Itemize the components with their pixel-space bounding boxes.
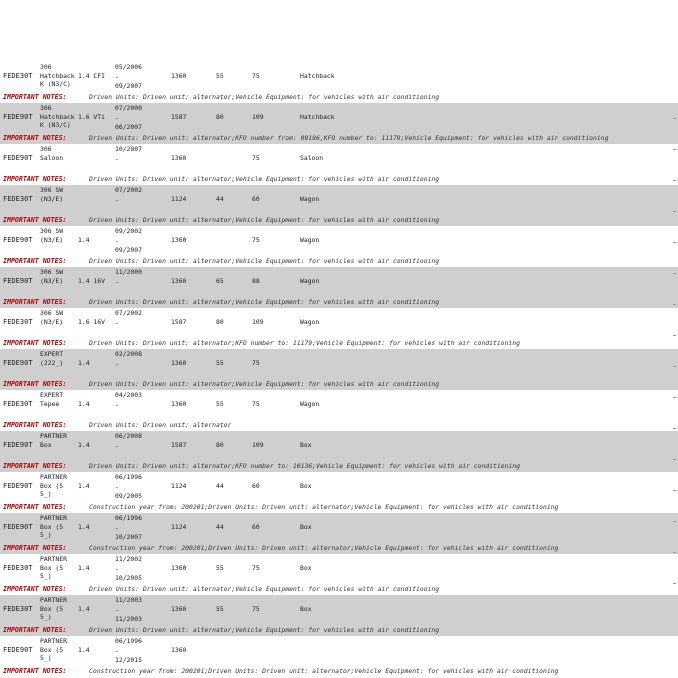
- note-text: Driven Units: Driven unit: alternator;Vehicle Equipment: for vehicles with air conditioning: [89, 93, 440, 101]
- important-notes-label: IMPORTANT NOTES:: [3, 421, 67, 429]
- displacement-cell: 1360: [171, 236, 187, 244]
- engine-code-cell: FEDE90T: [3, 236, 33, 244]
- production-date-cell: 06/1996 - 12/2015: [115, 637, 142, 664]
- note-text: Driven Units: Driven unit: alternator;Vehicle Equipment: for vehicles with air conditioning: [89, 175, 440, 183]
- important-notes-label: IMPORTANT NOTES:: [3, 544, 67, 552]
- kw-cell: 44: [216, 523, 224, 531]
- engine-size-cell: 1.6 VTi: [78, 113, 105, 121]
- margin-ticks: [672, 118, 676, 618]
- kw-cell: 65: [216, 277, 224, 285]
- engine-size-cell: 1.4: [78, 605, 90, 613]
- engine-size-cell: 1.4: [78, 646, 90, 654]
- body-type-cell: Wagon: [300, 236, 320, 244]
- displacement-cell: 1360: [171, 646, 187, 654]
- kw-cell: 44: [216, 195, 224, 203]
- engine-code-cell: FEDE30T: [3, 318, 33, 326]
- body-type-cell: Wagon: [300, 277, 320, 285]
- note-text: Construction year from: 200201;Driven Units: Driven unit: alternator;Vehicle Equipment: for vehicles with air conditioning: [89, 503, 559, 511]
- table-row: [0, 636, 678, 666]
- margin-tick: [673, 335, 676, 336]
- displacement-cell: 1360: [171, 400, 187, 408]
- hp-cell: 109: [252, 318, 264, 326]
- kw-cell: 55: [216, 359, 224, 367]
- note-text: Driven Units: Driven unit: alternator;Vehicle Equipment: for vehicles with air conditioning: [89, 298, 440, 306]
- engine-code-cell: FEDE30T: [3, 72, 33, 80]
- table-row: [0, 431, 678, 461]
- displacement-cell: 1360: [171, 72, 187, 80]
- body-type-cell: Hatchback: [300, 113, 335, 121]
- note-row: [0, 420, 678, 431]
- table-row: [0, 144, 678, 174]
- production-date-cell: 11/2002 - 10/2005: [115, 555, 142, 582]
- displacement-cell: 1360: [171, 359, 187, 367]
- margin-tick: [673, 490, 676, 491]
- displacement-cell: 1587: [171, 318, 187, 326]
- production-date-cell: 07/2002 -: [115, 186, 142, 204]
- margin-tick: [673, 149, 676, 150]
- production-date-cell: 04/2003 -: [115, 391, 142, 409]
- important-notes-label: IMPORTANT NOTES:: [3, 585, 67, 593]
- displacement-cell: 1360: [171, 564, 187, 572]
- margin-tick: [673, 428, 676, 429]
- engine-code-cell: FEDE30T: [3, 564, 33, 572]
- important-notes-label: IMPORTANT NOTES:: [3, 134, 67, 142]
- kw-cell: 80: [216, 113, 224, 121]
- important-notes-label: IMPORTANT NOTES:: [3, 175, 67, 183]
- hp-cell: 75: [252, 359, 260, 367]
- note-row: [0, 625, 678, 636]
- body-type-cell: Box: [300, 605, 312, 613]
- engine-code-cell: FEDE90T: [3, 441, 33, 449]
- displacement-cell: 1124: [171, 523, 187, 531]
- important-notes-label: IMPORTANT NOTES:: [3, 380, 67, 388]
- note-text: Driven Units: Driven unit: alternator;Vehicle Equipment: for vehicles with air conditioning: [89, 257, 440, 265]
- note-row: [0, 584, 678, 595]
- hp-cell: 109: [252, 441, 264, 449]
- engine-code-cell: FEDE30T: [3, 195, 33, 203]
- hp-cell: 75: [252, 154, 260, 162]
- production-date-cell: 11/2003 - 11/2003: [115, 596, 142, 623]
- hp-cell: 109: [252, 113, 264, 121]
- margin-tick: [673, 273, 676, 274]
- displacement-cell: 1587: [171, 113, 187, 121]
- note-row: [0, 379, 678, 390]
- engine-size-cell: 1.4 CFI: [78, 72, 105, 80]
- engine-code-cell: FEDE90T: [3, 359, 33, 367]
- engine-code-cell: FEDE90T: [3, 523, 33, 531]
- model-cell: PARTNER Box (5 5_): [40, 555, 67, 580]
- model-cell: 306 Hatchback K (N3/C): [40, 104, 75, 129]
- note-text: Driven Units: Driven unit: alternator;KFO number to: 10136;Vehicle Equipment: for vehicles with air conditioning: [89, 462, 520, 470]
- kw-cell: 55: [216, 564, 224, 572]
- production-date-cell: 11/2000 -: [115, 268, 142, 286]
- important-notes-label: IMPORTANT NOTES:: [3, 93, 67, 101]
- engine-size-cell: 1.4: [78, 441, 90, 449]
- important-notes-label: IMPORTANT NOTES:: [3, 626, 67, 634]
- table-row: [0, 103, 678, 133]
- note-row: [0, 543, 678, 554]
- kw-cell: 55: [216, 605, 224, 613]
- kw-cell: 80: [216, 318, 224, 326]
- table-row: [0, 390, 678, 420]
- note-row: [0, 174, 678, 185]
- engine-size-cell: 1.4: [78, 523, 90, 531]
- margin-tick: [673, 304, 676, 305]
- model-cell: 306 Hatchback K (N3/C): [40, 63, 75, 88]
- note-row: [0, 215, 678, 226]
- production-date-cell: 07/2000 - 06/2007: [115, 104, 142, 131]
- body-type-cell: Wagon: [300, 318, 320, 326]
- model-cell: PARTNER Box (5 5_): [40, 596, 67, 621]
- table-row: [0, 595, 678, 625]
- table-row: [0, 349, 678, 379]
- note-text: Driven Units: Driven unit: alternator: [89, 421, 232, 429]
- engine-size-cell: 1.4 16V: [78, 277, 105, 285]
- hp-cell: 75: [252, 605, 260, 613]
- important-notes-label: IMPORTANT NOTES:: [3, 462, 67, 470]
- production-date-cell: 02/2008 -: [115, 350, 142, 368]
- engine-size-cell: 1.4: [78, 400, 90, 408]
- model-cell: 306 SW (N3/E): [40, 186, 64, 203]
- margin-tick: [673, 242, 676, 243]
- hp-cell: 60: [252, 523, 260, 531]
- engine-code-cell: FEDE90T: [3, 646, 33, 654]
- margin-tick: [673, 459, 676, 460]
- engine-size-cell: 1.4: [78, 236, 90, 244]
- kw-cell: 44: [216, 482, 224, 490]
- model-cell: EXPERT (222_): [40, 350, 64, 367]
- engine-code-cell: FEDE90T: [3, 277, 33, 285]
- production-date-cell: 05/2006 - 09/2007: [115, 63, 142, 90]
- note-text: Driven Units: Driven unit: alternator;Vehicle Equipment: for vehicles with air conditioning: [89, 380, 440, 388]
- table-row: [0, 267, 678, 297]
- displacement-cell: 1124: [171, 195, 187, 203]
- margin-tick: [673, 118, 676, 119]
- important-notes-label: IMPORTANT NOTES:: [3, 216, 67, 224]
- engine-code-cell: FEDE30T: [3, 605, 33, 613]
- hp-cell: 75: [252, 400, 260, 408]
- production-date-cell: 09/2002 - 09/2007: [115, 227, 142, 254]
- model-cell: PARTNER Box: [40, 432, 67, 449]
- note-row: [0, 256, 678, 267]
- note-row: [0, 338, 678, 349]
- model-cell: 306 SW (N3/E): [40, 227, 64, 244]
- hp-cell: 88: [252, 277, 260, 285]
- production-date-cell: 10/2007 -: [115, 145, 142, 163]
- note-row: [0, 666, 678, 677]
- note-row: [0, 461, 678, 472]
- important-notes-label: IMPORTANT NOTES:: [3, 667, 67, 675]
- model-cell: PARTNER Box (5 5_): [40, 637, 67, 662]
- displacement-cell: 1360: [171, 277, 187, 285]
- kw-cell: 80: [216, 441, 224, 449]
- margin-tick: [673, 552, 676, 553]
- margin-tick: [673, 521, 676, 522]
- note-text: Driven Units: Driven unit: alternator;KFO number to: 11179;Vehicle Equipment: for vehicles with air conditioning: [89, 339, 520, 347]
- body-type-cell: Box: [300, 523, 312, 531]
- margin-tick: [673, 366, 676, 367]
- margin-tick: [673, 211, 676, 212]
- important-notes-label: IMPORTANT NOTES:: [3, 503, 67, 511]
- note-row: [0, 133, 678, 144]
- body-type-cell: Box: [300, 441, 312, 449]
- margin-tick: [673, 397, 676, 398]
- margin-tick: [673, 583, 676, 584]
- note-text: Driven Units: Driven unit: alternator;Vehicle Equipment: for vehicles with air conditioning: [89, 216, 440, 224]
- table-row: [0, 308, 678, 338]
- table-row: [0, 226, 678, 256]
- important-notes-label: IMPORTANT NOTES:: [3, 257, 67, 265]
- note-text: Driven Units: Driven unit: alternator;Vehicle Equipment: for vehicles with air conditioning: [89, 626, 440, 634]
- engine-size-cell: 1.4: [78, 564, 90, 572]
- production-date-cell: 06/1996 - 09/2005: [115, 473, 142, 500]
- note-text: Construction year from: 200201;Driven Units: Driven unit: alternator;Vehicle Equipment: for vehicles with air conditioning: [89, 667, 559, 675]
- hp-cell: 75: [252, 236, 260, 244]
- note-row: [0, 92, 678, 103]
- engine-size-cell: 1.4: [78, 359, 90, 367]
- note-text: Driven Units: Driven unit: alternator;KFO number from: 09196,KFO number to: 11179;Vehicle Equipment: for vehicles with air conditioning: [89, 134, 609, 142]
- production-date-cell: 07/2002 -: [115, 309, 142, 327]
- margin-tick: [673, 180, 676, 181]
- hp-cell: 75: [252, 72, 260, 80]
- engine-size-cell: 1.6 16V: [78, 318, 105, 326]
- table-row: [0, 185, 678, 215]
- kw-cell: 55: [216, 400, 224, 408]
- kw-cell: 55: [216, 72, 224, 80]
- model-cell: PARTNER Box (5 5_): [40, 514, 67, 539]
- model-cell: 306 SW (N3/E): [40, 268, 64, 285]
- hp-cell: 60: [252, 482, 260, 490]
- body-type-cell: Box: [300, 482, 312, 490]
- important-notes-label: IMPORTANT NOTES:: [3, 339, 67, 347]
- production-date-cell: 06/1996 - 10/2007: [115, 514, 142, 541]
- displacement-cell: 1124: [171, 482, 187, 490]
- production-date-cell: 06/2008 -: [115, 432, 142, 450]
- model-cell: 306 SW (N3/E): [40, 309, 64, 326]
- table-row: [0, 62, 678, 92]
- engine-code-cell: FEDE30T: [3, 400, 33, 408]
- table-row: [0, 554, 678, 584]
- hp-cell: 60: [252, 195, 260, 203]
- model-cell: EXPERT Tepee: [40, 391, 64, 408]
- body-type-cell: Saloon: [300, 154, 324, 162]
- note-row: [0, 502, 678, 513]
- note-text: Driven Units: Driven unit: alternator;Vehicle Equipment: for vehicles with air conditioning: [89, 585, 440, 593]
- body-type-cell: Wagon: [300, 195, 320, 203]
- body-type-cell: Hatchback: [300, 72, 335, 80]
- displacement-cell: 1360: [171, 605, 187, 613]
- note-row: [0, 297, 678, 308]
- body-type-cell: Box: [300, 564, 312, 572]
- engine-code-cell: FEDE90T: [3, 154, 33, 162]
- engine-size-cell: 1.4: [78, 482, 90, 490]
- engine-code-cell: FEDE90T: [3, 482, 33, 490]
- parts-table: [0, 62, 678, 677]
- model-cell: PARTNER Box (5 5_): [40, 473, 67, 498]
- table-row: [0, 472, 678, 502]
- important-notes-label: IMPORTANT NOTES:: [3, 298, 67, 306]
- displacement-cell: 1360: [171, 154, 187, 162]
- model-cell: 306 Saloon: [40, 145, 64, 162]
- engine-code-cell: FEDE90T: [3, 113, 33, 121]
- body-type-cell: Wagon: [300, 400, 320, 408]
- note-text: Construction year from: 200201;Driven Units: Driven unit: alternator;Vehicle Equipment: for vehicles with air conditioning: [89, 544, 559, 552]
- displacement-cell: 1587: [171, 441, 187, 449]
- table-row: [0, 513, 678, 543]
- hp-cell: 75: [252, 564, 260, 572]
